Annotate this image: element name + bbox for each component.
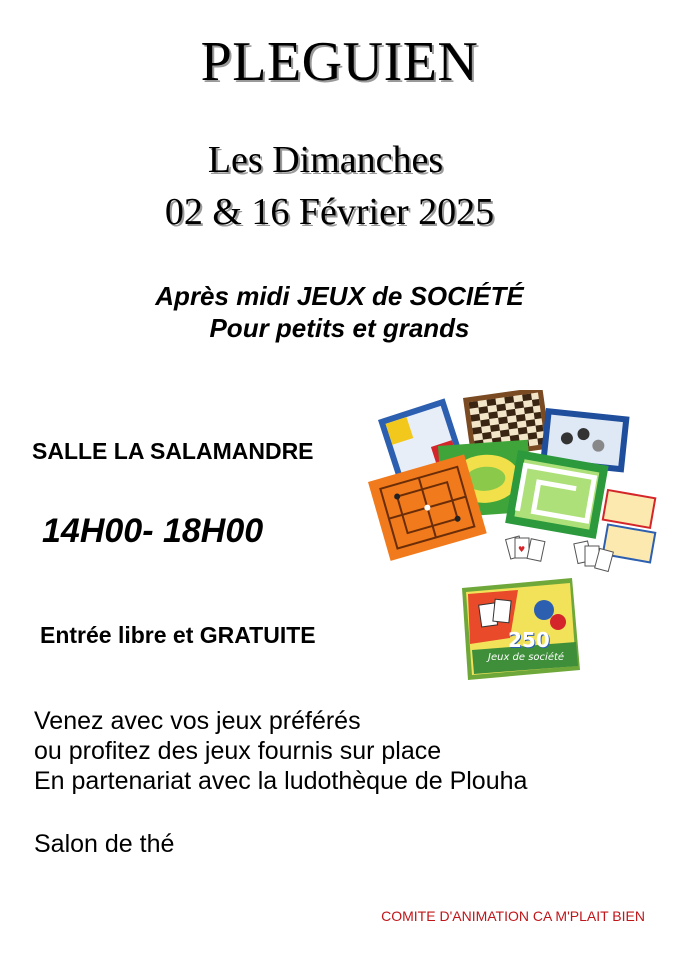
details-line-1: Venez avec vos jeux préférés (34, 707, 361, 735)
details-block (34, 706, 527, 796)
game-box-illustration (458, 574, 584, 684)
dates-heading: 02 & 16 Février 2025 (164, 191, 495, 233)
svg-text:♥: ♥ (518, 545, 526, 554)
town-title: PLEGUIEN (200, 31, 479, 93)
day-heading: Les Dimanches (207, 139, 444, 181)
activity-block (0, 280, 679, 344)
tea-text: Salon de thé (34, 830, 175, 858)
venue-text: SALLE LA SALAMANDRE (32, 438, 314, 464)
entry-text: Entrée libre et GRATUITE (40, 622, 316, 648)
details-line-2: ou profitez des jeux fournis sur place (34, 737, 442, 765)
box-number: 250 (508, 628, 550, 652)
organizer-text: COMITE D'ANIMATION CA M'PLAIT BIEN (381, 908, 645, 924)
activity-line-2: Pour petits et grands (209, 313, 470, 343)
details-line-3: En partenariat avec la ludothèque de Plouha (34, 767, 528, 795)
hours-text: 14H00- 18H00 (42, 512, 264, 550)
activity-line-1: Après midi JEUX de SOCIÉTÉ (155, 281, 524, 311)
box-caption: Jeux de société (488, 652, 565, 663)
board-games-illustration (368, 390, 668, 590)
